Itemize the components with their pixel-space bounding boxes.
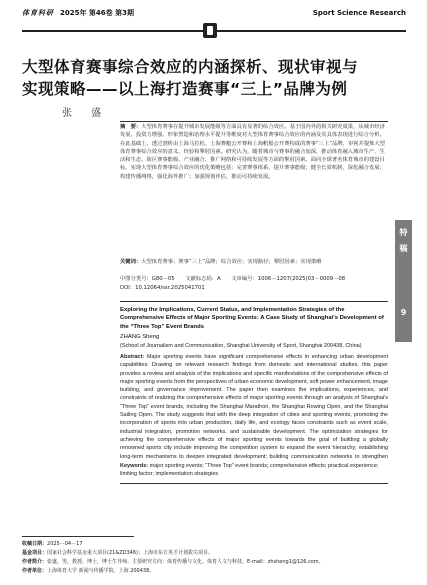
english-abstract [120, 353, 388, 461]
footnote-label: 基金项目： [22, 550, 48, 556]
keywords-cn-label: 关键词： [120, 259, 142, 265]
english-abstract-text: Major sporting events have significant comprehensive effects in enhancing urban development capabilities. Drawing on relevant research findings from domestic and international studies, this paper provides a review and analysis of the implications and specific manifestations of the comprehensive effects of major sporting events from the perspectives of urban economic development, soft power enhancement, image building, and governance improvement. The paper then examines the implications, experiences, and constraints of realizing the comprehensive effects of major sporting events through an analysis of Shanghai’s “Three Top” event brands, including the Shanghai Marathon, the Shanghai Rowing Open, and the Shanghai Sailing Open. The study suggests that with the deep integration of cities and sporting events, promoting the incorporation of sports into urban production, daily life, and ecology faces constraints such as event scale, industrial integration, promotion networks, and sustainable development. The optimization strategies for achieving the comprehensive effects of major sporting events towards the goal of building a globally renowned sports city include improving the competition system to expand the event hierarchy; establishing long-term mechanisms to deepen integrated development; building communication networks to strengthen [120, 354, 388, 460]
issue-info: 2025年 第46卷 第3期 [60, 9, 134, 17]
page-number: 9 [400, 308, 407, 317]
journal-name-en: Sport Science Research [312, 9, 406, 17]
header-left [22, 8, 134, 18]
footnote-text: 张盛，男，教授，博士，博士生导师。主要研究方向：体育传播与文化、体育人文与科技。E-mail：zhsheng1@126.com。 [47, 559, 324, 565]
footnote-label: 作者单位： [22, 568, 48, 574]
english-keywords-text: major sporting events; “Three Top” event brands; comprehensive effects; practical experience; limiting factor; implementation strategies [120, 463, 379, 478]
keywords-cn-text: 大型体育赛事；赛事“三上”品牌；综合效应；实现路径；掣肘因素；实现策略 [141, 259, 322, 265]
title-line-2: 实现策略——以上海打造赛事“三上”品牌为例 [22, 80, 348, 98]
journal-name: 体育科研 [22, 9, 54, 17]
footnote-text: 国家社会科学基金重大项目(21&ZD346)；上海市东方英才计划拔尖项目。 [47, 550, 214, 556]
title-line-1: 大型体育赛事综合效应的内涵探析、现状审视与 [22, 58, 359, 76]
english-abstract-label: Abstract: [120, 354, 145, 360]
footnote-funding [22, 549, 406, 557]
classification-line: 中图分类号：G80－05 文献标志码：A 文章编号：1006－1207(2025)03－0009－08 [120, 276, 346, 282]
keywords-cn [120, 258, 388, 266]
side-tab-char: 特 [399, 228, 408, 237]
abstract-cn-label: 摘 要： [120, 124, 142, 130]
english-rule-bottom [120, 483, 388, 484]
doi-line: DOI：10.12064/ssr.2025041701 [120, 285, 205, 291]
footnote-text: 2025－04－17 [47, 541, 83, 547]
author-name: 张 盛 [62, 108, 110, 119]
footnote-text: 上海体育大学 新闻与传播学院，上海 200438。 [47, 568, 155, 574]
abstract-rule-top [120, 121, 388, 122]
journal-logo-icon [203, 23, 217, 38]
footnote-affiliation [22, 567, 406, 575]
abstract-rule-bottom [120, 301, 388, 302]
english-title: Exploring the Implications, Current Status, and Implementation Strategies of the Comprehensive Effects of Major Sporting Events: A Case Study of Shanghai’s Development of the “Three Top” Event Brands [120, 307, 384, 330]
english-keywords [120, 462, 388, 479]
side-tab-char: 稿 [399, 244, 408, 253]
english-author: ZHANG Sheng [120, 334, 160, 340]
abstract-cn [120, 123, 388, 257]
english-affiliation: (School of Journalism and Communication, Shanghai University of Sport, Shanghai 200438, China) [120, 343, 362, 349]
footnote-label: 作者简介： [22, 559, 48, 565]
running-header [22, 6, 406, 20]
footnote-author-bio [22, 558, 406, 566]
footnote-label: 收稿日期： [22, 541, 48, 547]
abstract-cn-text: 大型体育赛事在提升城市发展能级等方面具有显著的综合效应。基于国内外的相关研究成果，从城市经济发展、投资力增强、形象塑造和治理水平提升等维度对大型体育赛事综合效应的内涵及其具体表现进行综合分析。在此基础上，透过剖析由上海马拉松、上海赛艇公开赛和上海帆船公开赛构成的赛事“三上”品牌，审视并提炼大型体育赛事综合效应的意义、经验和掣肘因素。研究认为，随着城市与赛事的融合加深，推动体育融入城市生产、生活和生态，街区赛事能级、产业融合、推广网络和可持续发展等方面的掣肘因素。面向全球著名体育城市的建设目标，实现大型体育赛事综合效应的优化策略包括：完善赛事体系，提升赛事能级；健全长效机制，深化融合发展；构建传播网络，强化海外推广；加强规划评估，推动可持续发展。 [120, 124, 386, 180]
footnote-rule [22, 536, 134, 537]
section-side-tab [395, 220, 412, 342]
footnote-received [22, 540, 406, 548]
english-keywords-label: Keywords: [120, 463, 149, 469]
article-title [22, 56, 406, 100]
